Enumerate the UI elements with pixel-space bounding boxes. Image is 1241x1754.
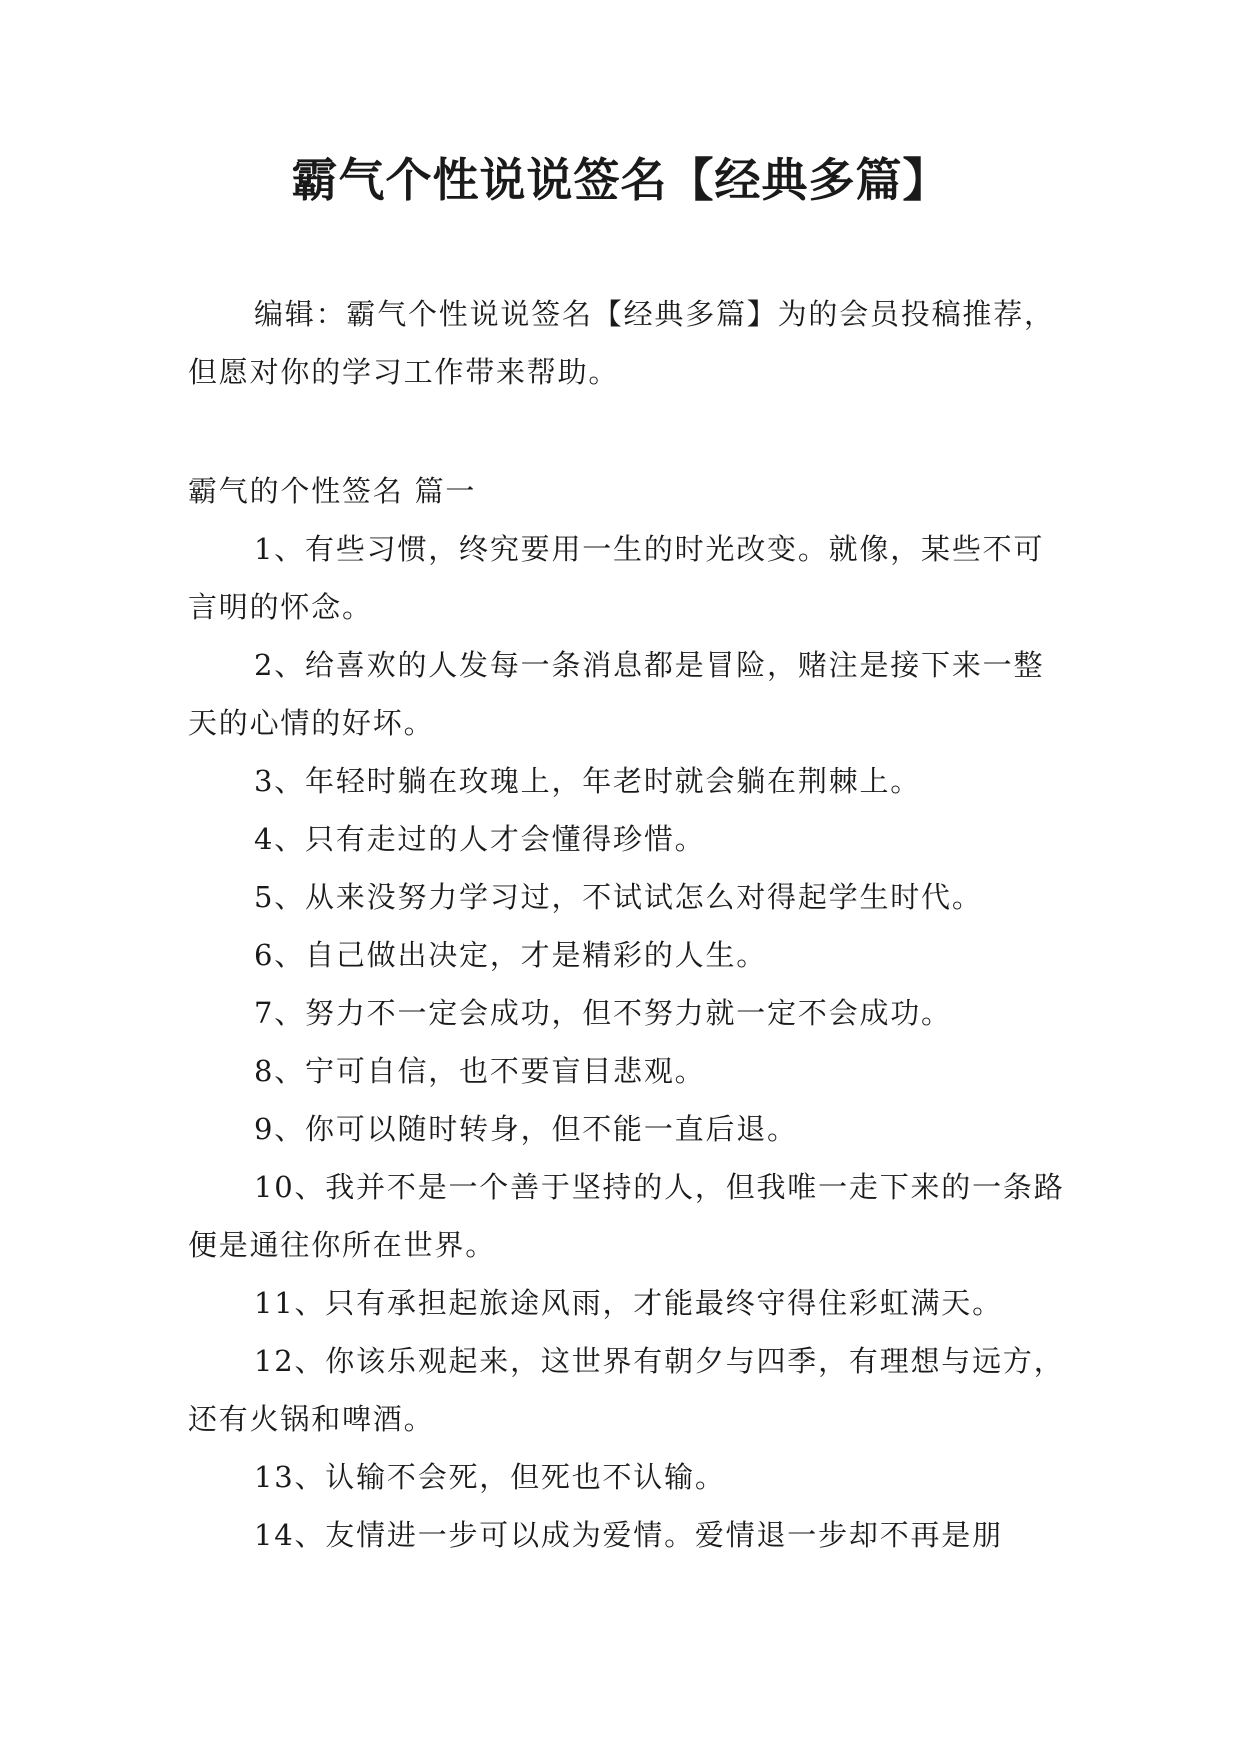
list-item: 12、你该乐观起来，这世界有朝夕与四季，有理想与远方，还有火锅和啤酒。 <box>188 1344 1065 1436</box>
list-item: 3、年轻时躺在玫瑰上，年老时就会躺在荆棘上。 <box>254 764 922 798</box>
list-item: 13、认输不会死，但死也不认输。 <box>254 1460 726 1494</box>
list-item: 7、努力不一定会成功，但不努力就一定不会成功。 <box>254 996 952 1030</box>
list-item: 5、从来没努力学习过，不试试怎么对得起学生时代。 <box>254 880 983 914</box>
list-item: 8、宁可自信，也不要盲目悲观。 <box>254 1054 706 1088</box>
list-item: 11、只有承担起旅途风雨，才能最终守得住彩虹满天。 <box>254 1286 1003 1320</box>
intro-paragraph: 编辑：霸气个性说说签名【经典多篇】为的会员投稿推荐，但愿对你的学习工作带来帮助。 <box>188 297 1055 389</box>
document-title: 霸气个性说说签名【经典多篇】 <box>291 153 950 207</box>
intro-block <box>188 285 1068 401</box>
list-item: 10、我并不是一个善于坚持的人，但我唯一走下来的一条路便是通往你所在世界。 <box>188 1170 1065 1262</box>
list-item: 1、有些习惯，终究要用一生的时光改变。就像，某些不可言明的怀念。 <box>188 532 1045 624</box>
signature-list <box>188 520 1068 1564</box>
list-item: 2、给喜欢的人发每一条消息都是冒险，赌注是接下来一整天的心情的好坏。 <box>188 648 1045 740</box>
list-item: 9、你可以随时转身，但不能一直后退。 <box>254 1112 798 1146</box>
list-item: 4、只有走过的人才会懂得珍惜。 <box>254 822 706 856</box>
list-item: 6、自己做出决定，才是精彩的人生。 <box>254 938 768 972</box>
section-heading: 霸气的个性签名 篇一 <box>188 474 477 508</box>
list-item: 14、友情进一步可以成为爱情。爱情退一步却不再是朋 <box>254 1518 1003 1552</box>
